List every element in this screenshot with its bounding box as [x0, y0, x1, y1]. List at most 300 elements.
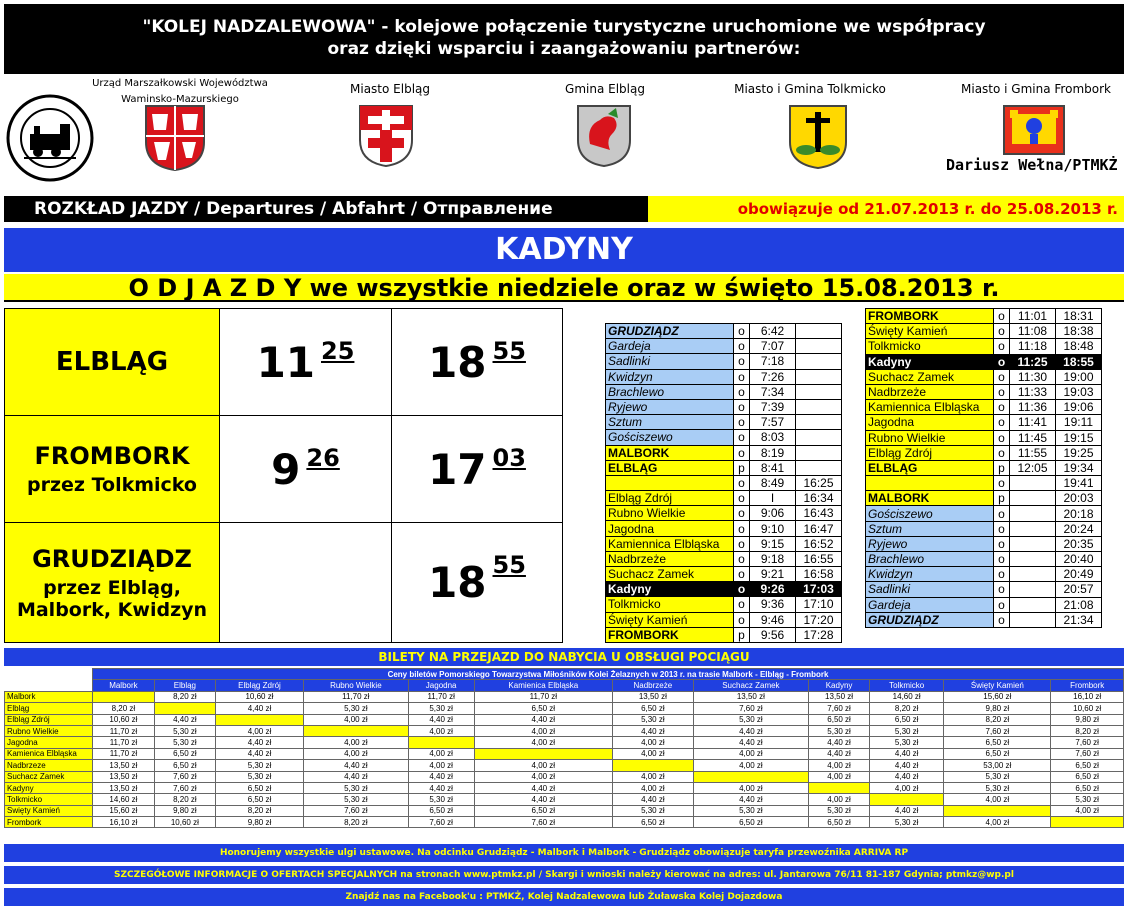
stop-type: o [734, 597, 750, 612]
price-cell: 5,30 zł [215, 760, 303, 771]
price-cell: 4,00 zł [1051, 805, 1124, 816]
stop-time: 11:30 [1010, 369, 1056, 384]
station-name: KADYNY [4, 228, 1124, 272]
price-row [5, 703, 1124, 714]
stop-time: 20:49 [1056, 567, 1102, 582]
stop-type: o [734, 384, 750, 399]
stop-name: Suchacz Zamek [606, 567, 734, 582]
timetable-row [606, 491, 842, 506]
timetable-row [606, 384, 842, 399]
stop-time: 9:56 [750, 627, 796, 642]
price-row-label: Jagodna [5, 737, 93, 748]
price-corner [5, 680, 93, 691]
stop-name: Kadyny [606, 582, 734, 597]
price-cell [304, 725, 409, 736]
price-cell: 4,40 zł [693, 794, 808, 805]
stop-time: I [750, 491, 796, 506]
stop-type: o [994, 552, 1010, 567]
timetable-row [866, 309, 1102, 324]
departures-note: O D J A Z D Y we wszystkie niedziele oraz w święto 15.08.2013 r. [4, 274, 1124, 302]
price-cell: 4,40 zł [408, 771, 474, 782]
stop-time: 8:41 [750, 460, 796, 475]
stop-type: p [734, 460, 750, 475]
partner-gmina-elblag-name: Gmina Elbląg [565, 82, 645, 96]
price-cell: 11,70 zł [304, 691, 409, 702]
price-cell: 13,50 zł [93, 782, 155, 793]
stop-type: o [994, 506, 1010, 521]
timetable-row [866, 384, 1102, 399]
timetable-row [606, 551, 842, 566]
price-cell: 4,40 zł [870, 748, 944, 759]
stop-time: 11:25 [1010, 354, 1056, 369]
stop-name: Brachlewo [606, 384, 734, 399]
stop-time: 7:26 [750, 369, 796, 384]
stop-time: 21:34 [1056, 612, 1102, 627]
stop-time: 6:42 [750, 324, 796, 339]
stop-type: o [734, 339, 750, 354]
price-column-header: Kamienica Elbląska [474, 680, 612, 691]
price-cell: 53,00 zł [944, 760, 1051, 771]
time-minute: 55 [492, 551, 526, 579]
price-cell: 7,60 zł [474, 817, 612, 828]
stop-time: 11:36 [1010, 400, 1056, 415]
price-row-label: Swięty Kamień [5, 805, 93, 816]
stop-name: Tolkmicko [866, 339, 994, 354]
header-line2: oraz dzięki wsparciu i zaangażowaniu partnerów: [327, 39, 801, 59]
departure-time [220, 309, 392, 415]
stop-type: p [994, 491, 1010, 506]
partner-tolkmicko-name: Miasto i Gmina Tolkmicko [734, 82, 886, 96]
departure-time [392, 309, 562, 415]
price-row [5, 805, 1124, 816]
time-hour: 18 [428, 558, 487, 607]
stop-time: 16:47 [796, 521, 842, 536]
destination-label [5, 309, 220, 415]
photo-credit: Dariusz Wełna/PTMKŻ [946, 156, 1118, 174]
stop-name [606, 475, 734, 490]
price-cell: 9,80 zł [1051, 714, 1124, 725]
price-cell: 5,30 zł [612, 714, 693, 725]
stop-type: o [994, 430, 1010, 445]
price-cell: 6,50 zł [693, 817, 808, 828]
stop-time: 20:24 [1056, 521, 1102, 536]
price-cell [809, 782, 870, 793]
stop-time: 9:36 [750, 597, 796, 612]
stop-type: o [734, 415, 750, 430]
stop-time: 7:18 [750, 354, 796, 369]
price-cell: 14,60 zł [93, 794, 155, 805]
price-cell: 4,00 zł [809, 760, 870, 771]
price-cell: 4,00 zł [304, 748, 409, 759]
stop-type: o [734, 551, 750, 566]
timetable-row [606, 597, 842, 612]
stop-name: Ryjewo [606, 399, 734, 414]
price-cell: 13,50 zł [612, 691, 693, 702]
stop-name: Sadlinki [866, 582, 994, 597]
price-header-row [5, 680, 1124, 691]
timetable-row [606, 582, 842, 597]
price-column-header: Frombork [1051, 680, 1124, 691]
price-cell [944, 805, 1051, 816]
footer-contact: SZCZEGÓŁOWE INFORMACJE O OFERTACH SPECJALNYCH na stronach www.ptmkz.pl / Skargi i wnioski należy kierować na adres: ul. Jantarowa 76/11 81-187 Gdynia; ptmkz@wp.pl [4, 866, 1124, 884]
stop-time: 11:08 [1010, 324, 1056, 339]
timetable-row [866, 521, 1102, 536]
ptmkz-emblem [6, 94, 94, 182]
stop-type: o [994, 384, 1010, 399]
stop-time: 19:41 [1056, 476, 1102, 491]
price-cell: 4,40 zł [612, 794, 693, 805]
price-row [5, 771, 1124, 782]
price-cell: 13,50 zł [93, 771, 155, 782]
stop-time [1010, 536, 1056, 551]
stop-time: 17:20 [796, 612, 842, 627]
price-cell: 8,20 zł [304, 817, 409, 828]
stop-name: Sztum [606, 415, 734, 430]
timetable-row [866, 460, 1102, 475]
price-cell: 5,30 zł [304, 703, 409, 714]
price-cell: 4,00 zł [944, 817, 1051, 828]
price-cell: 5,30 zł [809, 725, 870, 736]
price-cell: 7,60 zł [304, 805, 409, 816]
destination-via: przez Elbląg, [43, 576, 181, 599]
price-cell: 4,00 zł [693, 748, 808, 759]
price-cell: 4,40 zł [870, 805, 944, 816]
stop-name: GRUDZIĄDZ [866, 612, 994, 627]
stop-time: 19:03 [1056, 384, 1102, 399]
stop-name: Gardeja [606, 339, 734, 354]
price-row [5, 748, 1124, 759]
stop-time: 11:01 [1010, 309, 1056, 324]
stop-time: 9:15 [750, 536, 796, 551]
price-cell: 4,00 zł [870, 782, 944, 793]
elblag-city-crest [358, 104, 414, 168]
timetable-row [866, 369, 1102, 384]
price-cell: 4,00 zł [809, 794, 870, 805]
stop-time [796, 415, 842, 430]
price-cell: 5,30 zł [408, 794, 474, 805]
stop-time: 19:34 [1056, 460, 1102, 475]
footer-facebook: Znajdź nas na Facebook'u : PTMKŻ, Kolej Nadzalewowa lub Żuławska Kolej Dojazdowa [4, 888, 1124, 906]
stop-time: 19:00 [1056, 369, 1102, 384]
price-cell: 7,60 zł [408, 817, 474, 828]
timetable-title: ROZKŁAD JAZDY / Departures / Abfahrt / Отправление [4, 196, 648, 222]
timetable-row [866, 597, 1102, 612]
stop-time: 21:08 [1056, 597, 1102, 612]
price-cell: 6,50 zł [809, 817, 870, 828]
price-cell: 11,70 zł [93, 725, 155, 736]
stop-type: o [994, 582, 1010, 597]
price-row-label: Tolkmicko [5, 794, 93, 805]
stop-type: o [994, 445, 1010, 460]
price-column-header: Malbork [93, 680, 155, 691]
timetable-row [866, 536, 1102, 551]
timetable-row [606, 536, 842, 551]
stop-name [866, 476, 994, 491]
price-cell: 8,20 zł [93, 703, 155, 714]
price-cell: 13,50 zł [93, 760, 155, 771]
stop-type: o [994, 536, 1010, 551]
price-cell: 5,30 zł [944, 771, 1051, 782]
price-cell: 16,10 zł [1051, 691, 1124, 702]
stop-time [1010, 491, 1056, 506]
price-cell: 4,00 zł [474, 737, 612, 748]
stop-type: o [994, 521, 1010, 536]
stop-time: 7:57 [750, 415, 796, 430]
price-cell: 6,50 zł [944, 737, 1051, 748]
stop-time: 11:45 [1010, 430, 1056, 445]
stop-time: 16:55 [796, 551, 842, 566]
price-row [5, 817, 1124, 828]
price-cell: 7,60 zł [154, 782, 215, 793]
stop-type: o [994, 415, 1010, 430]
stop-type: o [994, 339, 1010, 354]
price-cell: 10,60 zł [215, 691, 303, 702]
price-cell: 4,00 zł [408, 748, 474, 759]
stop-time [1010, 567, 1056, 582]
stop-name: ELBLĄG [606, 460, 734, 475]
tickets-heading: BILETY NA PRZEJAZD DO NABYCIA U OBSŁUGI POCIĄGU [4, 648, 1124, 666]
timetable-row [606, 415, 842, 430]
validity-period: obowiązuje od 21.07.2013 r. do 25.08.2013 r. [648, 196, 1124, 222]
price-cell: 4,00 zł [474, 760, 612, 771]
price-cell: 6,50 zł [1051, 782, 1124, 793]
stop-time: 9:46 [750, 612, 796, 627]
stop-name: Ryjewo [866, 536, 994, 551]
price-column-header: Suchacz Zamek [693, 680, 808, 691]
stop-name: Nadbrzeże [866, 384, 994, 399]
price-cell: 5,30 zł [612, 805, 693, 816]
stop-time: 16:43 [796, 506, 842, 521]
stop-time: 7:07 [750, 339, 796, 354]
stop-time: 8:49 [750, 475, 796, 490]
price-cell: 5,30 zł [154, 725, 215, 736]
price-caption: Ceny biletów Pomorskiego Towarzystwa Miłośników Kolei Żelaznych w 2013 r. na trasie Malbork - Elbląg - Frombork [93, 669, 1124, 680]
price-cell: 8,20 zł [944, 714, 1051, 725]
stop-name: Kamiennica Elbląska [606, 536, 734, 551]
stop-time: 17:03 [796, 582, 842, 597]
price-cell [1051, 817, 1124, 828]
price-cell [612, 760, 693, 771]
stop-type: o [734, 445, 750, 460]
stop-time [796, 384, 842, 399]
price-cell: 4,40 zł [408, 782, 474, 793]
destination-name: GRUDZIĄDZ [32, 544, 192, 573]
stop-name: Rubno Wielkie [866, 430, 994, 445]
price-cell: 10,60 zł [1051, 703, 1124, 714]
price-corner [5, 669, 93, 680]
stop-time [796, 445, 842, 460]
gmina-elblag-crest [576, 104, 632, 168]
stop-name: Kamiennica Elbląska [866, 400, 994, 415]
stop-name: Tolkmicko [606, 597, 734, 612]
stop-time: 19:06 [1056, 400, 1102, 415]
stop-time: 11:33 [1010, 384, 1056, 399]
stop-name: Suchacz Zamek [866, 369, 994, 384]
stop-type: p [994, 460, 1010, 475]
price-cell: 5,30 zł [1051, 794, 1124, 805]
stop-time: 17:10 [796, 597, 842, 612]
price-cell: 5,30 zł [408, 703, 474, 714]
stop-time [796, 354, 842, 369]
price-cell: 10,60 zł [93, 714, 155, 725]
stop-name: FROMBORK [606, 627, 734, 642]
stop-name: Święty Kamień [866, 324, 994, 339]
price-cell: 5,30 zł [304, 794, 409, 805]
price-cell: 4,40 zł [870, 771, 944, 782]
price-cell: 7,60 zł [1051, 737, 1124, 748]
stop-name: MALBORK [866, 491, 994, 506]
price-cell: 13,50 zł [693, 691, 808, 702]
stop-type: o [994, 597, 1010, 612]
price-cell: 8,20 zł [154, 691, 215, 702]
timetable-row [606, 612, 842, 627]
stop-time: 20:18 [1056, 506, 1102, 521]
destination-via: przez Tolkmicko [27, 474, 197, 496]
price-cell: 9,80 zł [215, 817, 303, 828]
stop-time [1010, 552, 1056, 567]
stop-name: Kwidzyn [866, 567, 994, 582]
price-cell: 4,40 zł [215, 748, 303, 759]
stop-type: o [994, 400, 1010, 415]
stop-time [796, 369, 842, 384]
price-cell: 4,00 zł [612, 771, 693, 782]
price-cell: 8,20 zł [870, 703, 944, 714]
stop-name: Gościszewo [606, 430, 734, 445]
timetable-row [866, 354, 1102, 369]
price-cell: 5,30 zł [944, 782, 1051, 793]
price-cell: 4,00 zł [215, 725, 303, 736]
header-line1: "KOLEJ NADZALEWOWA" - kolejowe połączenie turystyczne uruchomione we współpracy [142, 17, 986, 37]
price-cell: 13,50 zł [809, 691, 870, 702]
price-cell [693, 771, 808, 782]
price-cell: 6,50 zł [215, 782, 303, 793]
stop-time: 12:05 [1010, 460, 1056, 475]
stop-time: 18:38 [1056, 324, 1102, 339]
price-cell: 5,30 zł [870, 737, 944, 748]
timetable-row [866, 400, 1102, 415]
footer-discounts: Honorujemy wszystkie ulgi ustawowe. Na odcinku Grudziądz - Malbork i Malbork - Grudziądz obowiązuje taryfa przewoźnika ARRIVA RP [4, 844, 1124, 862]
price-cell: 6,50 zł [1051, 760, 1124, 771]
stop-time: 20:57 [1056, 582, 1102, 597]
price-column-header: Rubno Wielkie [304, 680, 409, 691]
price-row-label: Elbląg Zdrój [5, 714, 93, 725]
stop-type: o [734, 536, 750, 551]
price-cell: 10,60 zł [154, 817, 215, 828]
stop-time: 11:41 [1010, 415, 1056, 430]
price-cell: 5,30 zł [154, 737, 215, 748]
price-row-label: Elbląg [5, 703, 93, 714]
stop-time [796, 399, 842, 414]
timetable-row [866, 476, 1102, 491]
stop-time: 9:26 [750, 582, 796, 597]
price-cell: 6,50 zł [474, 805, 612, 816]
stop-time: 20:40 [1056, 552, 1102, 567]
price-cell: 11,70 zł [93, 748, 155, 759]
time-hour: 18 [428, 337, 487, 387]
stop-type: o [994, 369, 1010, 384]
price-row-label: Rubno Wielkie [5, 725, 93, 736]
price-cell: 4,00 zł [408, 760, 474, 771]
departures-grid [4, 308, 563, 643]
stop-time [796, 430, 842, 445]
destination-via: Malbork, Kwidzyn [16, 598, 208, 621]
price-cell: 4,00 zł [944, 794, 1051, 805]
price-cell: 11,70 zł [408, 691, 474, 702]
price-cell: 14,60 zł [870, 691, 944, 702]
stop-name: Elbląg Zdrój [606, 491, 734, 506]
price-column-header: Jagodna [408, 680, 474, 691]
price-cell: 4,40 zł [408, 714, 474, 725]
time-minute: 25 [321, 337, 355, 365]
stop-time: 19:25 [1056, 445, 1102, 460]
price-row-label: Malbork [5, 691, 93, 702]
timetable-northbound [865, 308, 1102, 628]
price-cell: 6,50 zł [474, 703, 612, 714]
stop-time [796, 339, 842, 354]
timetable-row [866, 612, 1102, 627]
timetable-row [866, 567, 1102, 582]
price-cell: 5,30 zł [215, 771, 303, 782]
stop-type: o [734, 430, 750, 445]
price-cell: 4,00 zł [304, 714, 409, 725]
stop-name: Brachlewo [866, 552, 994, 567]
timetable-row [606, 369, 842, 384]
price-cell: 4,40 zł [612, 725, 693, 736]
price-cell: 4,40 zł [304, 771, 409, 782]
stop-type: o [734, 612, 750, 627]
stop-time: 16:34 [796, 491, 842, 506]
stop-time: 16:52 [796, 536, 842, 551]
destination-label [5, 416, 220, 522]
price-cell: 4,00 zł [693, 782, 808, 793]
price-cell: 16,10 zł [93, 817, 155, 828]
stop-name: Gardeja [866, 597, 994, 612]
destination-label [5, 523, 220, 642]
departure-row-elblag [5, 309, 562, 416]
stop-time [1010, 506, 1056, 521]
price-cell: 7,60 zł [809, 703, 870, 714]
stop-time: 20:35 [1056, 536, 1102, 551]
timetable-row [866, 582, 1102, 597]
price-column-header: Tolkmicko [870, 680, 944, 691]
stop-name: Sztum [866, 521, 994, 536]
stop-name: FROMBORK [866, 309, 994, 324]
stop-time: 8:03 [750, 430, 796, 445]
stop-time: 11:55 [1010, 445, 1056, 460]
stop-time: 9:10 [750, 521, 796, 536]
price-cell [870, 794, 944, 805]
stop-time: 8:19 [750, 445, 796, 460]
price-cell: 4,00 zł [304, 737, 409, 748]
price-cell: 15,60 zł [93, 805, 155, 816]
stop-time [796, 460, 842, 475]
price-cell: 8,20 zł [1051, 725, 1124, 736]
stop-type: o [734, 521, 750, 536]
partner-urzad-line1: Urząd Marszałkowski Województwa [92, 78, 268, 89]
stop-type: o [734, 324, 750, 339]
stop-name: Kadyny [866, 354, 994, 369]
partner-urzad-line2: Waminsko-Mazurskiego [121, 94, 239, 105]
price-cell: 4,40 zł [693, 725, 808, 736]
price-cell: 9,80 zł [154, 805, 215, 816]
price-row [5, 714, 1124, 725]
price-row [5, 760, 1124, 771]
stop-type: o [734, 491, 750, 506]
destination-name: FROMBORK [34, 442, 190, 470]
price-cell: 4,40 zł [215, 737, 303, 748]
price-column-header: Elbląg Zdrój [215, 680, 303, 691]
stop-type: o [734, 354, 750, 369]
